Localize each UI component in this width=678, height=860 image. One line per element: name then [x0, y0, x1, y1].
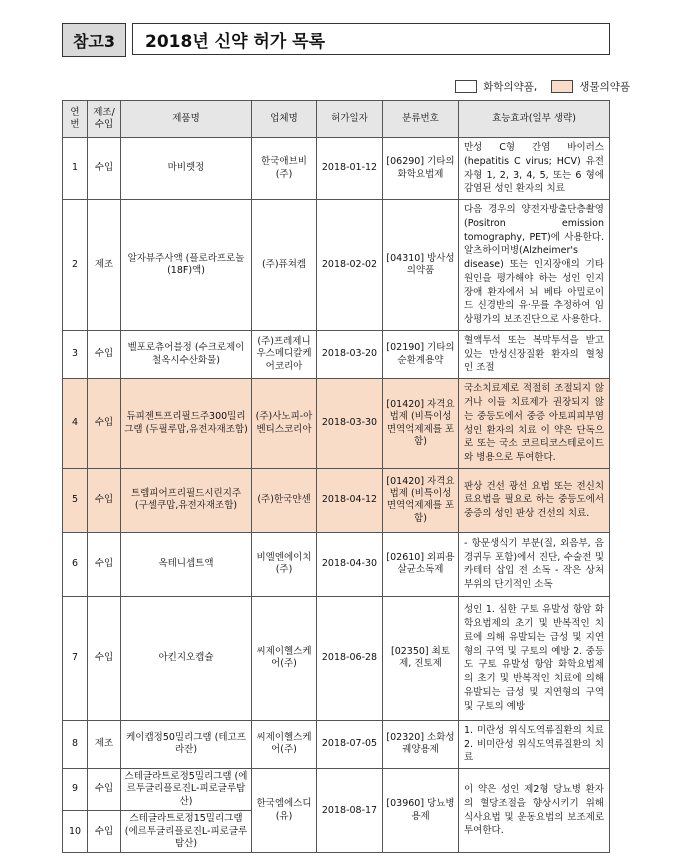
page-header: [62, 23, 610, 57]
cell-date: 2018-04-12: [317, 468, 383, 532]
cell-no: 2: [63, 200, 88, 331]
cell-effect: 국소치료제로 적절히 조절되지 않거나 이들 치료제가 권장되지 않는 중등도에서 중증 아토피피부염 성인 환자의 치료 이 약은 단독으로 또는 국소 코르티코스테로이드와 병용으로 투여한다.: [459, 379, 610, 469]
cell-company: (주)퓨쳐켐: [252, 200, 317, 331]
table-row: [63, 330, 610, 378]
cell-class: [06290] 기타의 화학요법제: [383, 138, 459, 200]
col-header-no: 연번: [63, 101, 88, 138]
table-row: [63, 379, 610, 469]
cell-effect: - 항문생식기 부분(질, 외음부, 음경귀두 포함)에서 진단, 수술전 및 카테터 삽입 전 소독 - 작은 상처부위의 단기적인 소독: [459, 532, 610, 596]
table-row: [63, 468, 610, 532]
cell-product: 트렘피어프리필드시린지주 (구셀쿠맙,유전자재조합): [121, 468, 252, 532]
cell-company: 한국애브비(주): [252, 138, 317, 200]
reference-badge: 참고3: [62, 23, 126, 57]
legend-chemical-label: 화학의약품,: [483, 81, 538, 93]
cell-company: 비엘엔에이치(주): [252, 532, 317, 596]
legend-biological-label: 생물의약품: [579, 81, 630, 93]
legend: [441, 79, 630, 94]
cell-effect: 다음 경우의 양전자방출단층촬영(Positron emission tomography, PET)에 사용한다. 알츠하이머병(Alzheimer's disease) 또는 인지장애의 기타 원인을 평가해야 하는 성인 인지장애 환자에서 뇌 베타 아밀로이드 신경반의 유·무를 추정하여 임상평가의 보조진단으로 사용한다.: [459, 200, 610, 331]
cell-class: [02610] 외피용살균소독제: [383, 532, 459, 596]
cell-company: (주)한국얀센: [252, 468, 317, 532]
cell-product: 벨포로츄어블정 (수크로제이철옥시수산화물): [121, 330, 252, 378]
cell-class: [03960] 당뇨병용제: [383, 769, 459, 853]
cell-no: 10: [63, 811, 88, 853]
cell-type: 수입: [88, 379, 121, 469]
cell-company: (주)프레제니우스메디칼케어코리아: [252, 330, 317, 378]
cell-date: 2018-08-17: [317, 769, 383, 853]
col-header-class: 분류번호: [383, 101, 459, 138]
cell-class: [01420] 자격요법제 (비특이성면역억제제를 포함): [383, 379, 459, 469]
page-title: 2018년 신약 허가 목록: [132, 23, 610, 55]
cell-no: 1: [63, 138, 88, 200]
cell-product: 듀피젠트프리필드주300밀리그램 (두필루맙,유전자재조합): [121, 379, 252, 469]
cell-date: 2018-06-28: [317, 596, 383, 720]
cell-date: 2018-07-05: [317, 720, 383, 768]
cell-product: 케이캡정50밀리그램 (테고프라잔): [121, 720, 252, 768]
cell-product: 옥테니셉트액: [121, 532, 252, 596]
cell-product: 스테글라트로정5밀리그램 (에르투글리플로진L-피로글루탐산): [121, 769, 252, 811]
cell-type: 수입: [88, 138, 121, 200]
cell-type: 수입: [88, 811, 121, 853]
legend-biological-swatch: [551, 80, 573, 93]
cell-no: 4: [63, 379, 88, 469]
cell-effect: 성인 1. 심한 구토 유발성 항암 화학요법제의 초기 및 반복적인 치료에 의해 유발되는 급성 및 지연형의 구역 및 구토의 예방 2. 중등도 구토 유발성 항암 화학요법제의 초기 및 반복적인 치료에 의해 유발되는 급성 및 지연형의 구역 및 구토의 예방: [459, 596, 610, 720]
cell-product: 마비렛정: [121, 138, 252, 200]
table-row: [63, 138, 610, 200]
cell-product: 스테글라트로정15밀리그램 (에르투글리플로진L-피로글루탐산): [121, 811, 252, 853]
cell-type: 수입: [88, 769, 121, 811]
table-row: [63, 596, 610, 720]
col-header-product: 제품명: [121, 101, 252, 138]
cell-company: 씨제이헬스케어(주): [252, 596, 317, 720]
cell-type: 제조: [88, 200, 121, 331]
cell-type: 수입: [88, 330, 121, 378]
cell-class: [02350] 최토제, 진토제: [383, 596, 459, 720]
cell-product: 아킨지오캡슐: [121, 596, 252, 720]
col-header-company: 업체명: [252, 101, 317, 138]
cell-type: 수입: [88, 596, 121, 720]
cell-date: 2018-03-30: [317, 379, 383, 469]
cell-no: 5: [63, 468, 88, 532]
cell-no: 9: [63, 769, 88, 811]
cell-effect: 만성 C형 간염 바이러스(hepatitis C virus; HCV) 유전자형 1, 2, 3, 4, 5, 또는 6 형에 감염된 성인 환자의 치료: [459, 138, 610, 200]
drug-approval-table: [62, 100, 610, 853]
cell-type: 수입: [88, 532, 121, 596]
cell-date: 2018-04-30: [317, 532, 383, 596]
cell-no: 7: [63, 596, 88, 720]
cell-no: 6: [63, 532, 88, 596]
cell-no: 8: [63, 720, 88, 768]
cell-type: 수입: [88, 468, 121, 532]
table-row: [63, 720, 610, 768]
cell-company: 씨제이헬스케어(주): [252, 720, 317, 768]
cell-class: [04310] 방사성 의약품: [383, 200, 459, 331]
cell-class: [02320] 소화성궤양용제: [383, 720, 459, 768]
cell-date: 2018-01-12: [317, 138, 383, 200]
cell-company: 한국엠에스디(유): [252, 769, 317, 853]
col-header-effect: 효능효과(일부 생략): [459, 101, 610, 138]
cell-type: 제조: [88, 720, 121, 768]
cell-date: 2018-03-20: [317, 330, 383, 378]
table-row: [63, 200, 610, 331]
cell-no: 3: [63, 330, 88, 378]
table-row: [63, 769, 610, 811]
cell-product: 알자뷰주사액 (플로라프로놀(18F)액): [121, 200, 252, 331]
legend-chemical-swatch: [455, 80, 477, 93]
table-row: [63, 532, 610, 596]
cell-date: 2018-02-02: [317, 200, 383, 331]
cell-class: [01420] 자격요법제 (비특이성면역억제제를 포함): [383, 468, 459, 532]
cell-class: [02190] 기타의 순환계용약: [383, 330, 459, 378]
cell-effect: 1. 미란성 위식도역류질환의 치료 2. 비미란성 위식도역류질환의 치료: [459, 720, 610, 768]
col-header-date: 허가일자: [317, 101, 383, 138]
cell-company: (주)사노피-아벤티스코리아: [252, 379, 317, 469]
col-header-type: 제조/수입: [88, 101, 121, 138]
cell-effect: 이 약은 성인 제2형 당뇨병 환자의 혈당조절을 향상시키기 위해 식사요법 및 운동요법의 보조제로 투여한다.: [459, 769, 610, 853]
cell-effect: 판상 건선 광선 요법 또는 전신치료요법을 필요로 하는 중등도에서 중증의 성인 판상 건선의 치료.: [459, 468, 610, 532]
cell-effect: 혈액투석 또는 복막투석을 받고 있는 만성신장질환 환자의 혈청 인 조절: [459, 330, 610, 378]
table-header-row: [63, 101, 610, 138]
